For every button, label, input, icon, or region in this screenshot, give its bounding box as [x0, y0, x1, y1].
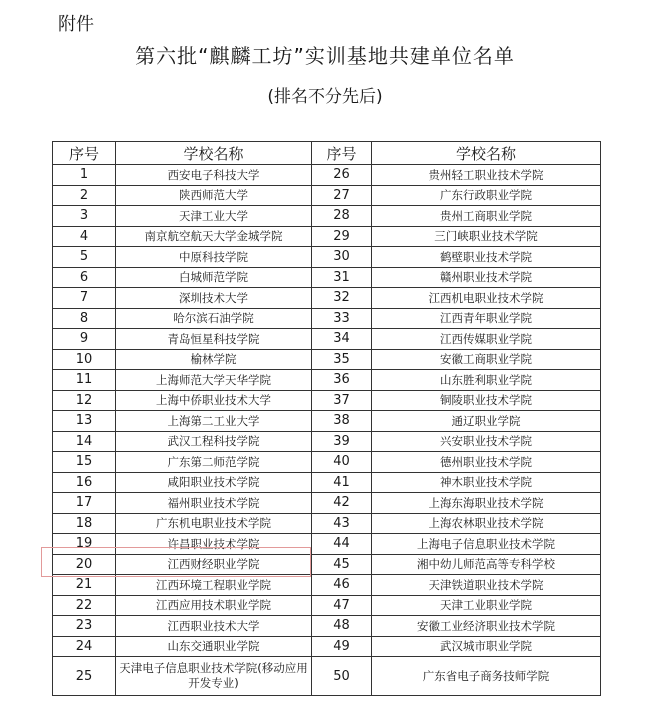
- row-index-right: 46: [312, 575, 372, 596]
- row-index-right: 48: [312, 616, 372, 637]
- school-name-right: 广东省电子商务技师学院: [372, 657, 601, 696]
- table-row: [53, 267, 601, 288]
- table-row: [53, 636, 601, 657]
- school-name-right: 鹤壁职业技术学院: [372, 247, 601, 268]
- table-row: [53, 616, 601, 637]
- school-name-right: 三门峡职业技术学院: [372, 226, 601, 247]
- row-index-right: 47: [312, 595, 372, 616]
- school-name-left: 江西财经职业学院: [116, 554, 312, 575]
- row-index-right: 40: [312, 452, 372, 473]
- row-index-left: 3: [53, 206, 116, 227]
- row-index-left: 16: [53, 472, 116, 493]
- school-name-right: 安徽工商职业学院: [372, 349, 601, 370]
- row-index-right: 30: [312, 247, 372, 268]
- school-name-right: 上海电子信息职业技术学院: [372, 534, 601, 555]
- row-index-left: 9: [53, 329, 116, 350]
- school-name-right: 天津铁道职业技术学院: [372, 575, 601, 596]
- school-name-left: 广东第二师范学院: [116, 452, 312, 473]
- row-index-left: 13: [53, 411, 116, 432]
- school-name-right: 天津工业职业学院: [372, 595, 601, 616]
- school-name-left: 天津工业大学: [116, 206, 312, 227]
- school-name-right: 武汉城市职业学院: [372, 636, 601, 657]
- column-header-index-right: 序号: [312, 142, 372, 165]
- school-name-right: 山东胜利职业学院: [372, 370, 601, 391]
- school-name-right: 湘中幼儿师范高等专科学校: [372, 554, 601, 575]
- school-name-left: 上海中侨职业技术大学: [116, 390, 312, 411]
- table-row: [53, 513, 601, 534]
- school-name-left: 江西应用技术职业学院: [116, 595, 312, 616]
- table-row: [53, 452, 601, 473]
- school-name-right: 兴安职业技术学院: [372, 431, 601, 452]
- school-name-right: 江西传媒职业学院: [372, 329, 601, 350]
- table-row: [53, 575, 601, 596]
- school-name-left: 陕西师范大学: [116, 185, 312, 206]
- row-index-right: 50: [312, 657, 372, 696]
- row-index-left: 6: [53, 267, 116, 288]
- row-index-right: 28: [312, 206, 372, 227]
- school-name-left: 青岛恒星科技学院: [116, 329, 312, 350]
- table-header-row: [53, 142, 601, 165]
- table-row: [53, 370, 601, 391]
- row-index-left: 10: [53, 349, 116, 370]
- table-row: [53, 226, 601, 247]
- school-name-left: 哈尔滨石油学院: [116, 308, 312, 329]
- school-name-left: 南京航空航天大学金城学院: [116, 226, 312, 247]
- row-index-right: 45: [312, 554, 372, 575]
- row-index-left: 11: [53, 370, 116, 391]
- table-row: [53, 493, 601, 514]
- row-index-left: 12: [53, 390, 116, 411]
- row-index-right: 39: [312, 431, 372, 452]
- school-name-left: 江西职业技术大学: [116, 616, 312, 637]
- row-index-left: 24: [53, 636, 116, 657]
- row-index-left: 25: [53, 657, 116, 696]
- page-subtitle: (排名不分先后): [267, 87, 383, 107]
- school-name-left: 天津电子信息职业技术学院(移动应用开发专业): [116, 657, 312, 696]
- school-name-left: 上海师范大学天华学院: [116, 370, 312, 391]
- table-row: [53, 206, 601, 227]
- school-name-left: 深圳技术大学: [116, 288, 312, 309]
- school-name-left: 山东交通职业学院: [116, 636, 312, 657]
- table-row: [53, 308, 601, 329]
- table-row: [53, 349, 601, 370]
- row-index-right: 32: [312, 288, 372, 309]
- school-name-right: 贵州轻工职业技术学院: [372, 165, 601, 186]
- row-index-right: 49: [312, 636, 372, 657]
- table-row: [53, 595, 601, 616]
- school-name-left: 白城师范学院: [116, 267, 312, 288]
- table-row: [53, 411, 601, 432]
- row-index-right: 29: [312, 226, 372, 247]
- row-index-right: 26: [312, 165, 372, 186]
- school-name-left: 上海第二工业大学: [116, 411, 312, 432]
- school-name-right: 铜陵职业技术学院: [372, 390, 601, 411]
- row-index-left: 21: [53, 575, 116, 596]
- school-name-left: 咸阳职业技术学院: [116, 472, 312, 493]
- school-name-right: 广东行政职业学院: [372, 185, 601, 206]
- table-row: [53, 185, 601, 206]
- row-index-left: 7: [53, 288, 116, 309]
- row-index-right: 27: [312, 185, 372, 206]
- row-index-left: 2: [53, 185, 116, 206]
- school-name-right: 上海东海职业技术学院: [372, 493, 601, 514]
- row-index-left: 23: [53, 616, 116, 637]
- school-name-left: 榆林学院: [116, 349, 312, 370]
- page-title: 第六批“麒麟工坊”实训基地共建单位名单: [135, 44, 515, 68]
- school-name-right: 上海农林职业技术学院: [372, 513, 601, 534]
- school-name-left: 广东机电职业技术学院: [116, 513, 312, 534]
- row-index-left: 22: [53, 595, 116, 616]
- row-index-right: 31: [312, 267, 372, 288]
- row-index-left: 18: [53, 513, 116, 534]
- table-row: [53, 472, 601, 493]
- attachment-label: 附件: [58, 14, 94, 35]
- column-header-school-left: 学校名称: [116, 142, 312, 165]
- row-index-left: 15: [53, 452, 116, 473]
- school-name-right: 赣州职业技术学院: [372, 267, 601, 288]
- row-index-right: 44: [312, 534, 372, 555]
- row-index-right: 42: [312, 493, 372, 514]
- school-name-left: 西安电子科技大学: [116, 165, 312, 186]
- row-index-right: 33: [312, 308, 372, 329]
- row-index-left: 19: [53, 534, 116, 555]
- row-index-right: 38: [312, 411, 372, 432]
- table-row: [53, 657, 601, 696]
- school-name-right: 安徽工业经济职业技术学院: [372, 616, 601, 637]
- row-index-right: 34: [312, 329, 372, 350]
- school-name-right: 通辽职业学院: [372, 411, 601, 432]
- school-name-right: 贵州工商职业学院: [372, 206, 601, 227]
- school-name-right: 神木职业技术学院: [372, 472, 601, 493]
- row-index-left: 20: [53, 554, 116, 575]
- table-row: [53, 431, 601, 452]
- row-index-left: 14: [53, 431, 116, 452]
- table-row: [53, 554, 601, 575]
- school-name-right: 江西机电职业技术学院: [372, 288, 601, 309]
- column-header-index-left: 序号: [53, 142, 116, 165]
- school-name-left: 中原科技学院: [116, 247, 312, 268]
- school-list-table: [52, 141, 601, 696]
- table-row: [53, 329, 601, 350]
- row-index-left: 5: [53, 247, 116, 268]
- row-index-left: 4: [53, 226, 116, 247]
- column-header-school-right: 学校名称: [372, 142, 601, 165]
- table-row: [53, 165, 601, 186]
- table-row: [53, 390, 601, 411]
- school-name-left: 武汉工程科技学院: [116, 431, 312, 452]
- row-index-right: 43: [312, 513, 372, 534]
- row-index-left: 8: [53, 308, 116, 329]
- row-index-right: 35: [312, 349, 372, 370]
- row-index-right: 37: [312, 390, 372, 411]
- school-name-left: 福州职业技术学院: [116, 493, 312, 514]
- school-name-right: 德州职业技术学院: [372, 452, 601, 473]
- school-name-right: 江西青年职业学院: [372, 308, 601, 329]
- table-row: [53, 534, 601, 555]
- row-index-right: 36: [312, 370, 372, 391]
- table-row: [53, 247, 601, 268]
- row-index-right: 41: [312, 472, 372, 493]
- row-index-left: 1: [53, 165, 116, 186]
- school-name-left: 许昌职业技术学院: [116, 534, 312, 555]
- table-row: [53, 288, 601, 309]
- school-name-left: 江西环境工程职业学院: [116, 575, 312, 596]
- row-index-left: 17: [53, 493, 116, 514]
